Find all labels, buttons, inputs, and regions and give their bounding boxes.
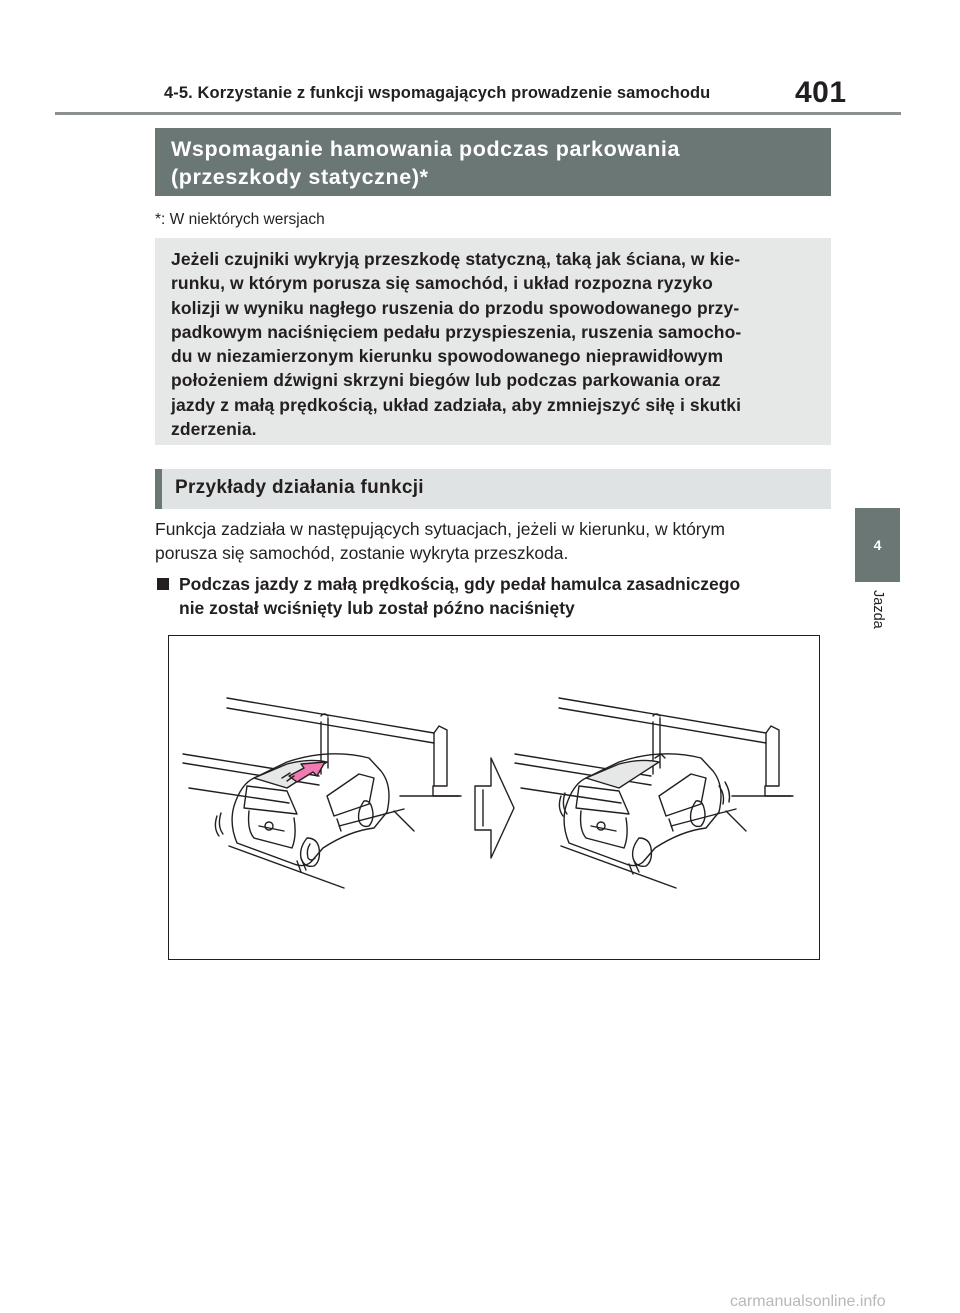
left-wall-illustration: [183, 698, 461, 888]
page-number: 401: [795, 76, 847, 109]
intro-line: zderzenia.: [171, 419, 257, 440]
intro-line: położeniem dźwigni skrzyni biegów lub podczas parkowania oraz: [171, 370, 721, 391]
intro-line: padkowym naciśnięciem pedału przyspieszenia, ruszenia samocho-: [171, 321, 742, 342]
transition-arrow: [475, 758, 514, 858]
header-title: 4-5. Korzystanie z funkcji wspomagających prowadzenie samochodu: [164, 84, 711, 102]
body-paragraph: [155, 517, 835, 565]
sub-heading-text: Przykłady działania funkcji: [175, 477, 424, 498]
section-heading: [155, 128, 831, 196]
section-heading-line-1: Wspomaganie hamowania podczas parkowania: [171, 137, 681, 161]
header-rule: [55, 112, 901, 115]
intro-box: [155, 238, 831, 445]
intro-line: runku, w którym porusza się samochód, i układ rozpozna ryzyko: [171, 273, 713, 294]
right-wall-illustration: [515, 698, 793, 888]
intro-line: jazdy z małą prędkością, układ zadziała, aby zmniejszyć siłę i skutki: [171, 394, 742, 415]
intro-line: kolizji w wyniku nagłego ruszenia do przodu spowodowanego przy-: [171, 297, 740, 318]
section-heading-line-2: (przeszkody statyczne)*: [171, 165, 429, 189]
square-bullet-icon: [157, 578, 169, 590]
bullet-line: Podczas jazdy z małą prędkością, gdy pedał hamulca zasadniczego: [179, 574, 741, 594]
right-car-illustration: [559, 754, 729, 874]
chapter-label: Jazda: [870, 590, 886, 629]
bullet-item: [155, 572, 835, 620]
illustration-frame: [168, 635, 820, 960]
body-line: Funkcja zadziała w następujących sytuacjach, jeżeli w kierunku, w którym: [155, 519, 725, 539]
illustration: [169, 636, 821, 961]
footnote: *: W niektórych wersjach: [155, 211, 325, 228]
body-line: porusza się samochód, zostanie wykryta przeszkoda.: [155, 543, 569, 563]
intro-line: Jeżeli czujniki wykryją przeszkodę statyczną, taką jak ściana, w kie-: [171, 249, 741, 269]
intro-line: du w niezamierzonym kierunku spowodowanego nieprawidłowym: [171, 346, 724, 367]
sub-heading: [155, 469, 831, 509]
sub-heading-bar: [155, 469, 162, 509]
bullet-line: nie został wciśnięty lub został późno naciśnięty: [179, 598, 575, 618]
watermark: carmanualsonline.info: [730, 1293, 886, 1310]
chapter-tab: 4: [855, 508, 900, 582]
